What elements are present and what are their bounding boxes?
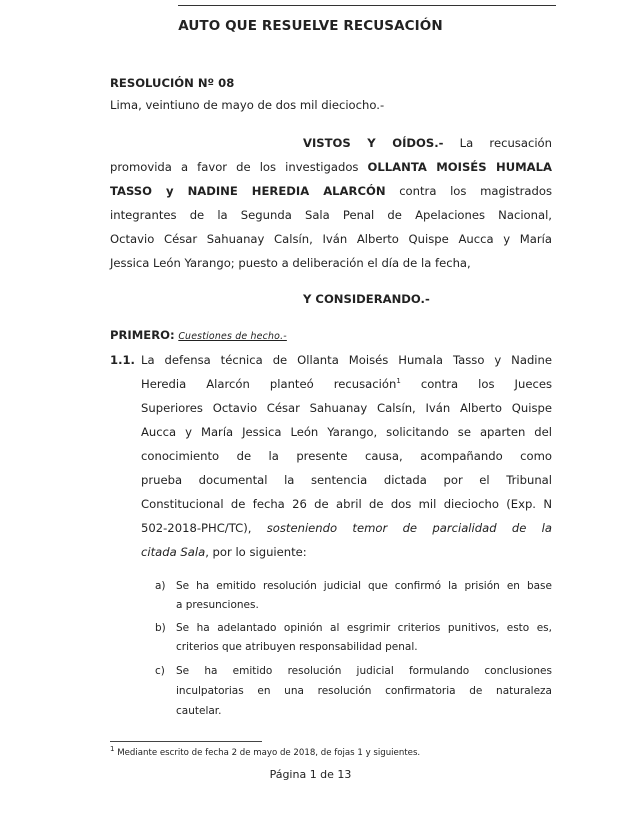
header-rule bbox=[178, 5, 556, 6]
vistos-l1-tail: La recusación bbox=[459, 136, 552, 150]
footnote-rule bbox=[110, 741, 262, 742]
footnote-ref: 1 bbox=[396, 377, 401, 386]
para-l9-italic: citada Sala bbox=[141, 545, 206, 559]
primero-subtitle: Cuestiones de hecho.- bbox=[178, 331, 287, 342]
document-title: AUTO QUE RESUELVE RECUSACIÓN bbox=[178, 18, 443, 34]
item-a-line-2: a presunciones. bbox=[176, 599, 259, 611]
para-line-1: La defensa técnica de Ollanta Moisés Humala Tasso y Nadine bbox=[141, 353, 552, 367]
footnote-marker: 1 bbox=[110, 745, 115, 754]
vistos-line-4: integrantes de la Segunda Sala Penal de Apelaciones Nacional, bbox=[110, 208, 552, 222]
item-b-letter: b) bbox=[155, 622, 166, 634]
item-b-line-2: criterios que atribuyen responsabilidad penal. bbox=[176, 641, 418, 653]
para-l9-text: , por lo siguiente: bbox=[205, 545, 307, 559]
item-c-line-2: inculpatorias en una resolución confirmatoria de naturaleza bbox=[176, 685, 552, 697]
para-l8-italic: sosteniendo temor de parcialidad de la bbox=[266, 521, 553, 535]
para-l8-text: 502-2018-PHC/TC), bbox=[141, 521, 252, 535]
resolution-number: RESOLUCIÓN Nº 08 bbox=[110, 76, 235, 90]
item-c-letter: c) bbox=[155, 665, 165, 677]
primero-label: PRIMERO: bbox=[110, 328, 175, 342]
item-a-letter: a) bbox=[155, 580, 166, 592]
date-line: Lima, veintiuno de mayo de dos mil dieciocho.- bbox=[110, 98, 385, 112]
item-c-line-3: cautelar. bbox=[176, 705, 222, 717]
considerando-heading: Y CONSIDERANDO.- bbox=[303, 292, 430, 306]
para-line-2 bbox=[141, 376, 552, 392]
vistos-line-1 bbox=[303, 135, 552, 151]
para-line-3: Superiores Octavio César Sahuanay Calsín, Iván Alberto Quispe bbox=[141, 401, 552, 415]
para-line-5: conocimiento de la presente causa, acompañando como bbox=[141, 449, 552, 463]
vistos-heading: VISTOS Y OÍDOS.- bbox=[303, 136, 444, 150]
page-footer: Página 1 de 13 bbox=[269, 768, 352, 781]
vistos-line-6: Jessica León Yarango; puesto a deliberación el día de la fecha, bbox=[110, 256, 471, 270]
para-line-9 bbox=[141, 544, 307, 560]
vistos-line-2 bbox=[110, 159, 552, 175]
item-b-line-1: Se ha adelantado opinión al esgrimir criterios punitivos, esto es, bbox=[176, 622, 552, 634]
footnote bbox=[110, 745, 421, 758]
vistos-l3-text: contra los magistrados bbox=[399, 184, 553, 198]
vistos-line-5: Octavio César Sahuanay Calsín, Iván Alberto Quispe Aucca y María bbox=[110, 232, 552, 246]
para-l2-tail: contra los Jueces bbox=[420, 377, 552, 391]
para-number: 1.1. bbox=[110, 353, 135, 367]
primero-heading bbox=[110, 327, 287, 345]
para-line-7: Constitucional de fecha 26 de abril de dos mil dieciocho (Exp. N bbox=[141, 497, 552, 511]
para-l2-text: Heredia Alarcón planteó recusación bbox=[141, 377, 397, 391]
footnote-text: Mediante escrito de fecha 2 de mayo de 2018, de fojas 1 y siguientes. bbox=[117, 748, 421, 758]
para-line-6: prueba documental la sentencia dictada por el Tribunal bbox=[141, 473, 552, 487]
vistos-l3-names: TASSO y NADINE HEREDIA ALARCÓN bbox=[110, 184, 386, 198]
item-c-line-1: Se ha emitido resolución judicial formulando conclusiones bbox=[176, 665, 552, 677]
item-a-line-1: Se ha emitido resolución judicial que confirmó la prisión en base bbox=[176, 580, 552, 592]
para-line-4: Aucca y María Jessica León Yarango, solicitando se aparten del bbox=[141, 425, 552, 439]
vistos-line-3 bbox=[110, 183, 552, 199]
vistos-l2-names: OLLANTA MOISÉS HUMALA bbox=[367, 160, 552, 174]
vistos-l2-text: promovida a favor de los investigados bbox=[110, 160, 359, 174]
para-line-8 bbox=[141, 520, 552, 536]
